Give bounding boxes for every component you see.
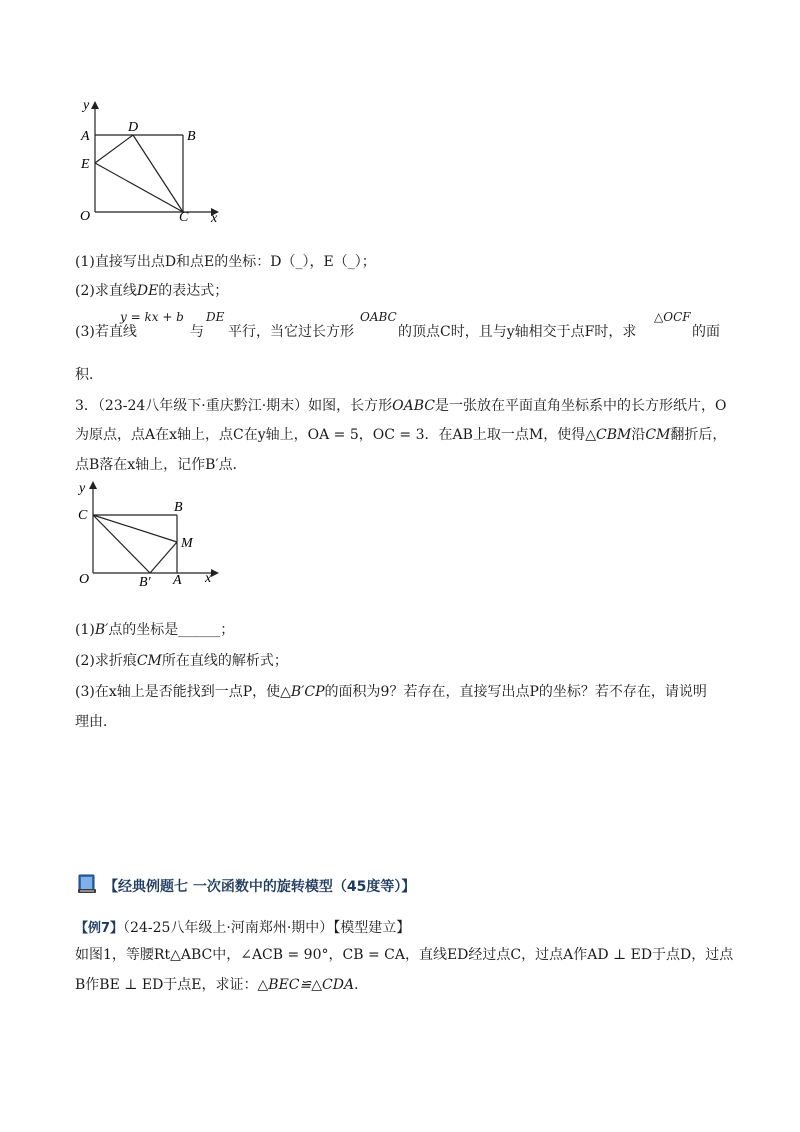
example-7-header [75,918,410,939]
figure-2-folded-rectangle [75,478,225,593]
p3-q1-a: (1) [75,622,95,638]
fig2-label-b: B [174,500,183,515]
fig1-label-x: x [211,211,218,226]
p3-line1-math: OABC [392,398,436,414]
fig2-label-m: M [181,536,193,551]
p2-q3-part-e: 的面 [692,324,720,340]
fig1-label-c: C [179,210,189,225]
fig1-label-y: y [83,98,90,113]
p3-q1-b: 点的坐标是______； [108,622,235,638]
p2-q3-math-ocf: △OCF [654,310,691,324]
p3-q2-a: (2)求折痕 [75,653,137,669]
p3-q3-math: △B′CP [280,684,325,700]
p2-q3-part-a: (3)若直线 [75,324,137,340]
example-line2-a: B作BE ⊥ ED于点E，求证： [75,977,258,993]
p2-q2-prefix: (2)求直线 [75,283,137,299]
example-tag: 【例7】 [75,921,124,936]
p2-q3-part-d: 的顶点C时，且与y轴相交于点F时，求 [398,324,637,340]
p2-q3-math-line: y = kx + b [120,310,184,324]
p2-q3-part-f: 积． [75,367,103,383]
p3-line-3: 点B落在x轴上，记作B′点． [75,457,247,473]
p3-line-2 [75,425,726,445]
example-line2-b: ． [354,977,369,993]
p2-q3-part-c: 平行，当它过长方形 [228,324,354,340]
p3-question-3-cont: 理由． [75,714,117,730]
p3-q2-b: 所在直线的解析式； [161,653,288,669]
p3-q1-math: B′ [94,622,109,638]
example-7-line-1: 如图1，等腰Rt△ABC中，∠ACB = 90°，CB = CA，直线ED经过点C，过点A作AD ⊥ ED于点D，过点 [75,947,734,963]
p3-question-3 [75,682,707,702]
p3-line2-d: 翻折后， [670,427,727,443]
example-line2-math: △BEC≌△CDA [257,977,355,993]
fig2-label-a: A [173,573,182,588]
fig1-label-b: B [187,129,196,144]
fig2-label-b-prime: B′ [139,575,151,590]
p3-line1-a: 3．（23-24八年级下·重庆黔江·期末）如图，长方形 [75,398,393,414]
p2-question-2 [75,281,228,301]
example-7-line-2 [75,975,368,995]
p3-q2-math: CM [136,653,162,669]
p3-line2-math-cbm: △CBM [585,427,632,443]
p3-q3-a: (3)在x轴上是否能找到一点P，使 [75,684,281,700]
p2-question-1: (1)直接写出点D和点E的坐标：D（_），E（_）； [75,254,376,270]
p2-question-3 [75,322,137,342]
fig2-label-y: y [79,481,86,496]
figure-1-rectangle-oabc [75,95,225,230]
fig1-label-a: A [81,129,90,144]
p2-q3-math-de: DE [206,310,225,324]
p2-q2-math: DE [136,283,159,299]
fig1-label-e: E [81,157,90,172]
p2-q2-suffix: 的表达式； [158,283,229,299]
fig2-label-o: O [79,572,90,587]
p2-q3-math-oabc: OABC [360,310,397,324]
p3-question-2 [75,651,288,671]
p3-q3-b: 的面积为9？若存在，直接写出点P的坐标？若不存在，请说明 [324,684,707,700]
p3-line2-c: 沿 [631,427,646,443]
p3-line2-a: 为原点，点A在x轴上，点C在y轴上，OA = 5，OC = 3．在AB上取一点M，使得 [75,427,586,443]
fig2-label-c: C [78,508,88,523]
section-title: 【经典例题七 一次函数中的旋转模型（45度等）】 [104,879,416,895]
book-icon [75,872,99,896]
fig2-label-x: x [205,571,212,586]
p3-line1-b: 是一张放在平面直角坐标系中的长方形纸片，O [435,398,727,414]
example-source: （24-25八年级上·河南郑州·期中）【模型建立】 [123,920,411,936]
p3-question-1 [75,620,234,640]
p2-q3-part-b: 与 [190,324,204,340]
p3-line2-math-cm: CM [645,427,671,443]
p3-line-1 [75,396,727,416]
fig1-label-o: O [80,209,91,224]
fig1-label-d: D [128,120,139,135]
